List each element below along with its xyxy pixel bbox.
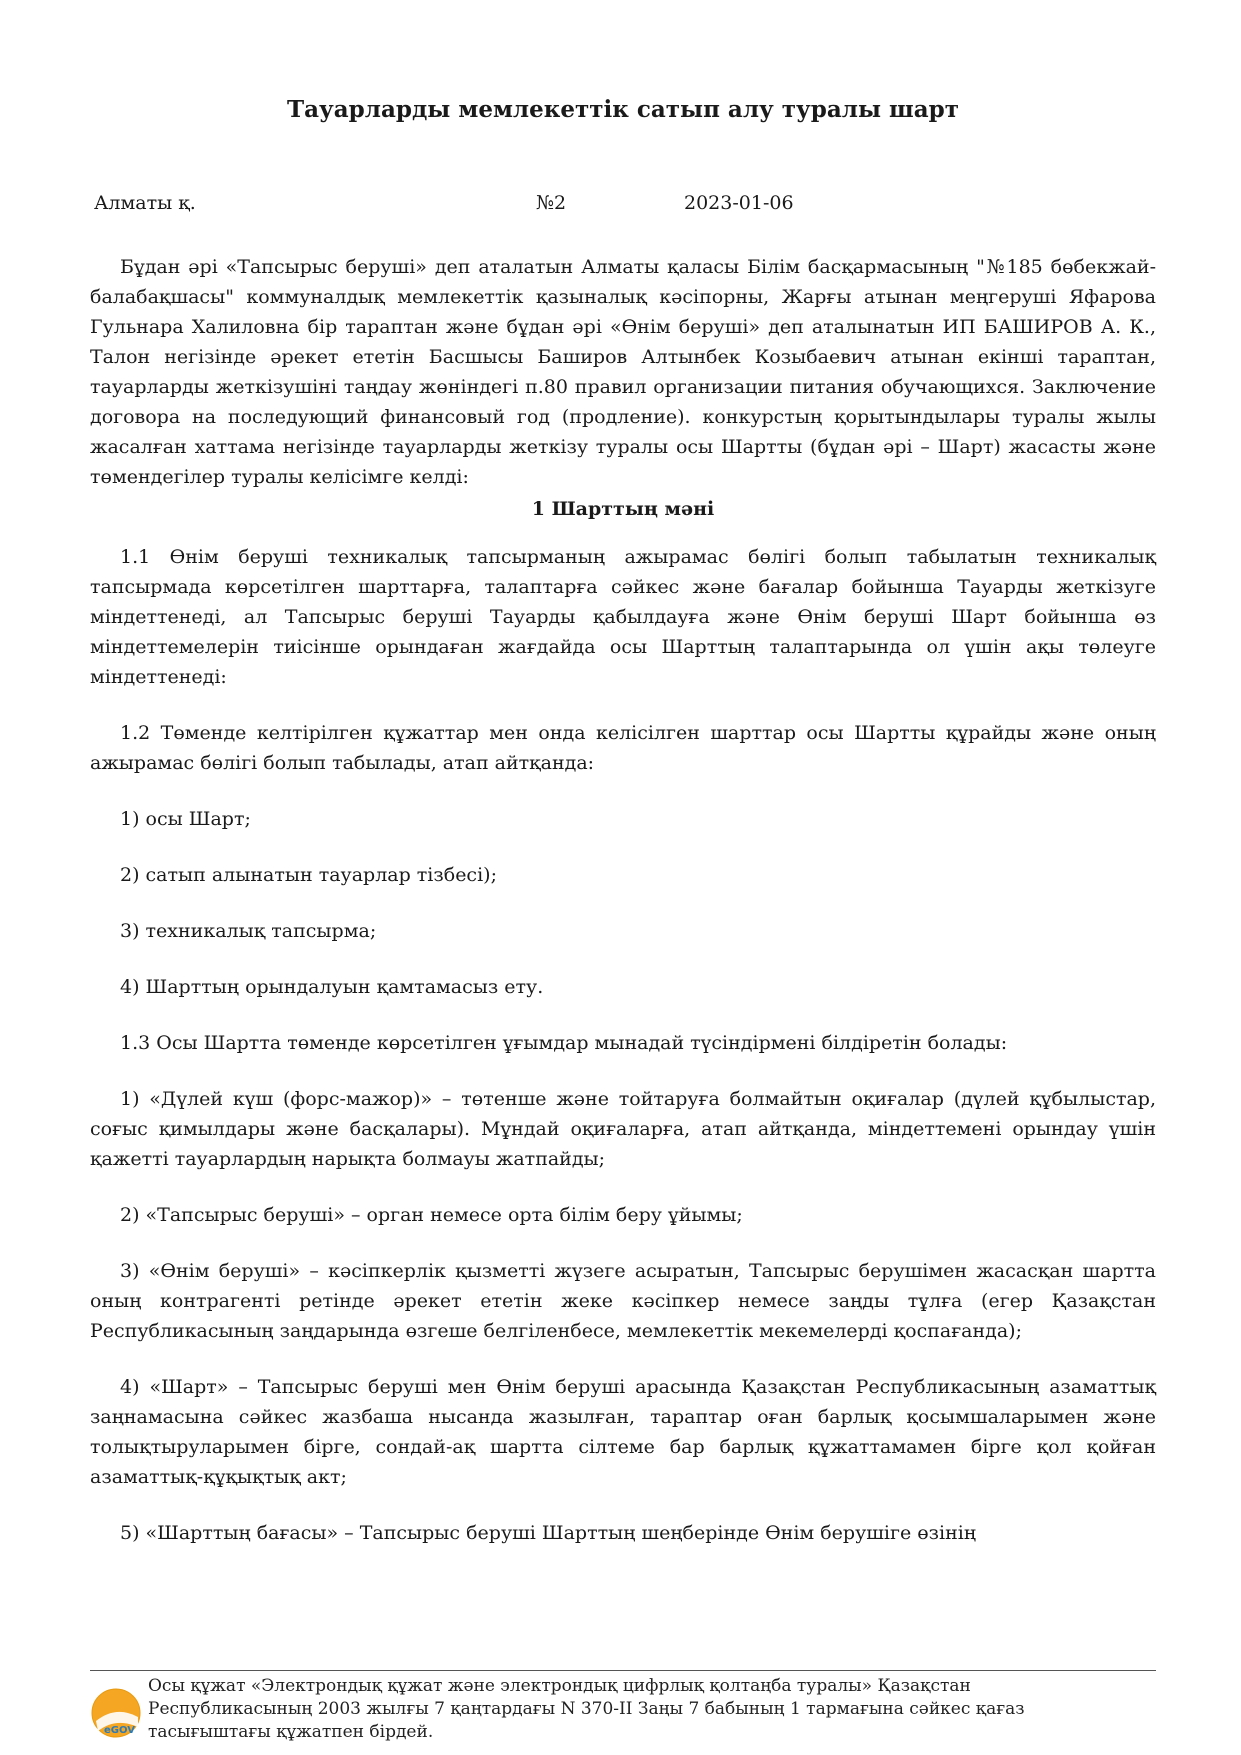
definition-item: 5) «Шарттың бағасы» – Тапсырыс беруші Шарттың шеңберінде Өнім берушіге өзінің — [120, 1522, 977, 1544]
list-item: 3) техникалық тапсырма; — [120, 920, 377, 942]
contract-city: Алматы қ. — [94, 192, 196, 214]
definition-item: 2) «Тапсырыс беруші» – орган немесе орта білім беру ұйымы; — [120, 1204, 743, 1226]
footer-legal-note: Осы құжат «Электрондық құжат және электрондық цифрлық қолтаңба туралы» Қазақстан Республикасының 2003 жылғы 7 қаңтардағы N 370-II Заңы 7 бабының 1 тармағына сәйкес қағаз тасығыштағы құжатпен бірдей. — [148, 1676, 1025, 1742]
contract-number: №2 — [536, 192, 567, 214]
paragraph-1-1: 1.1 Өнім беруші техникалық тапсырманың ажырамас бөлігі болып табылатын техникалық тапсырмада көрсетілген шарттарға, талаптарға сәйкес және бағалар бойынша Тауарды жеткізуге міндеттенеді, ал Тапсырыс беруші Тауарды қабылдауға және Өнім беруші Шарт бойынша өз міндеттемелерін тиісінше орындаған жағдайда осы Шарттың талаптарында ол үшін ақы төлеуге міндеттенеді: — [90, 546, 1156, 688]
definition-item: 1) «Дүлей күш (форс-мажор)» – төтенше және тойтаруға болмайтын оқиғалар (дүлей құбылыстар, соғыс қимылдары және басқалары). Мұндай оқиғаларға, атап айтқанда, міндеттемені орындау үшін қажетті тауарлардың нарықта болмауы жатпайды; — [90, 1088, 1156, 1170]
definition-item: 3) «Өнім беруші» – кәсіпкерлік қызметті жүзеге асыратын, Тапсырыс берушімен жасасқан шартта оның контрагенті ретінде әрекет ететін жеке кәсіпкер немесе заңды тұлға (егер Қазақстан Республикасының заңдарында өзгеше белгіленбесе, мемлекеттік мекемелерді қоспағанда); — [90, 1260, 1156, 1342]
document-title: Тауарларды мемлекеттік сатып алу туралы шарт — [287, 96, 959, 123]
egov-logo-text: eGOV — [104, 1725, 135, 1736]
definition-item: 4) «Шарт» – Тапсырыс беруші мен Өнім беруші арасында Қазақстан Республикасының азаматтық заңнамасына сәйкес жазбаша нысанда жазылған, тараптар оған барлық қосымшаларымен және толықтыруларымен бірге, сондай-ақ шартта сілтеме бар барлық құжаттамамен бірге қол қойған азаматтық-құқықтық акт; — [90, 1376, 1156, 1488]
egov-logo-icon — [90, 1687, 142, 1739]
section-heading: 1 Шарттың мәні — [531, 498, 715, 520]
list-item: 1) осы Шарт; — [120, 808, 251, 830]
paragraph-1-3: 1.3 Осы Шартта төменде көрсетілген ұғымдар мынадай түсіндірмені білдіретін болады: — [120, 1032, 1008, 1054]
contract-date: 2023-01-06 — [684, 192, 794, 214]
list-item: 2) сатып алынатын тауарлар тізбесі); — [120, 864, 497, 886]
document-body — [90, 252, 1156, 1574]
page-footer — [90, 1670, 1156, 1755]
intro-paragraph: Бұдан әрі «Тапсырыс беруші» деп аталатын Алматы қаласы Білім басқармасының "№185 бөбекжай-балабақшасы" коммуналдық мемлекеттік қазыналық кәсіпорны, Жарғы атынан меңгеруші Яфарова Гульнара Халиловна бір тараптан және бұдан әрі «Өнім беруші» деп аталынатын ИП БАШИРОВ А. К., Талон негізінде әрекет ететін Басшысы Баширов Алтынбек Козыбаевич атынан екінші тараптан, тауарларды жеткізушіні таңдау жөніндегі п.80 правил организации питания обучающихся. Заключение договора на последующий финансовый год (продление). конкурстың қорытындылары туралы жылы жасалған хаттама негізінде тауарларды жеткізу туралы осы Шартты (бұдан әрі – Шарт) жасасты және төмендегілер туралы келісімге келді: — [90, 256, 1156, 488]
paragraph-1-2: 1.2 Төменде келтірілген құжаттар мен онда келісілген шарттар осы Шартты құрайды және оның ажырамас бөлігі болып табылады, атап айтқанда: — [90, 722, 1156, 774]
list-item: 4) Шарттың орындалуын қамтамасыз ету. — [120, 976, 544, 998]
